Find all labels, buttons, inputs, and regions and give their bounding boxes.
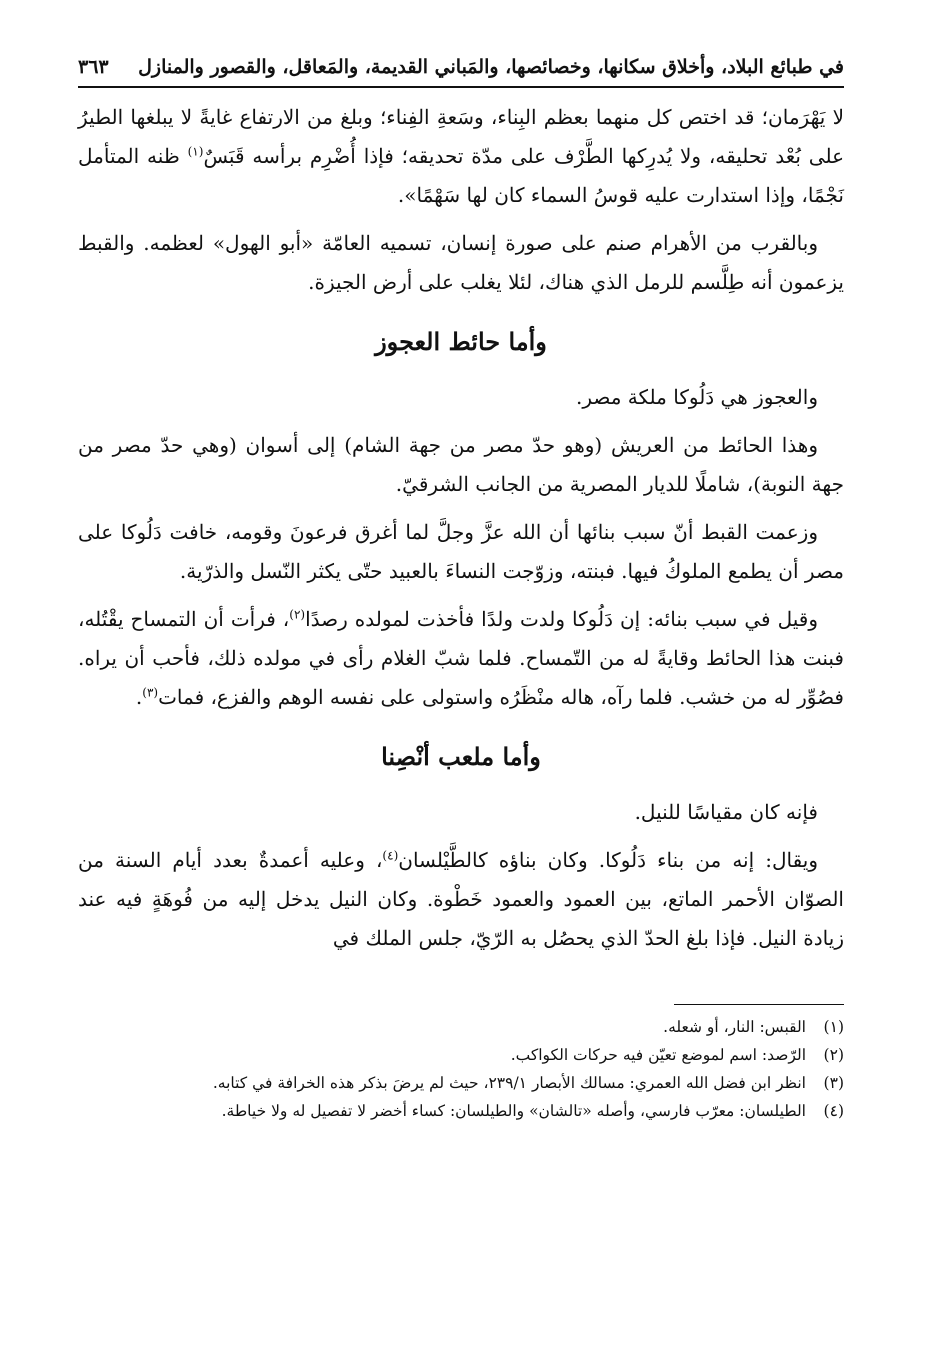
footnotes	[78, 1013, 844, 1125]
paragraph-text: لا يَهْرَمان؛ قد اختص كل منهما بعظم البِناء، وسَعةِ الفِناء؛ وبلغ من الارتفاع غايةً لا يبلغها الطيرُ على بُعْد تحليقه، ولا يُدرِكها الطَّرْف على مدّة تحديقه؛ فإذا أُضْرِم برأسه قَبَسٌ	[78, 105, 845, 168]
footnote-item	[78, 1013, 844, 1041]
paragraph-wall-reason: وزعمت القبط أنّ سبب بنائها أن الله عزَّ وجلَّ لما أغرق فرعونَ وقومه، خافت دَلُوكا على مصر أن يطمع الملوكُ فيها. فبنته، وزوّجت النساءَ بالعبيد حتّى يكثر النّسل والذرّية.	[78, 520, 844, 583]
paragraph-wall-story	[78, 600, 844, 717]
running-head	[78, 56, 844, 88]
paragraph-daluka: والعجوز هي دَلُوكا ملكة مصر.	[575, 385, 818, 409]
footnote-number: (٣)	[823, 1074, 844, 1092]
paragraph-text: وقيل في سبب بنائه: إن دَلُوكا ولدت ولدًا فأخذت لمولده رصدًا	[305, 607, 818, 631]
paragraph-text: ، فرأت أن التمساح يقْتُله، فبنت هذا الحائط وقايةً له من التّمساح. فلما شبّ الغلام رأى في مولده ذلك، فأحب أن يراه. فصُوِّر له من خشب. فلما رآه، هاله منْظَرُه واستولى على نفسه الوهم والفزع، فمات	[78, 607, 844, 709]
footnote-ref-2: (٢)	[289, 607, 306, 622]
book-page	[78, 56, 844, 1336]
section-heading-ansina: وأما ملعب أنْصِنا	[381, 742, 541, 771]
paragraph-text: ويقال: إنه من بناء دَلُوكا. وكان بناؤه كالطَّيْلسان	[398, 848, 818, 872]
footnote-ref-3: (٣)	[142, 685, 159, 700]
footnote-separator	[674, 1004, 844, 1005]
paragraph-text-tail: ظنه المتأمل نَجْمًا، وإذا استدارت عليه قوسُ السماء كان لها سَهْمًا».	[78, 144, 844, 207]
footnote-ref-1: (١)	[187, 144, 204, 159]
paragraph-text: .	[135, 685, 143, 709]
paragraph-pyramids	[78, 98, 844, 215]
footnote-text: القبس: النار، أو شعله.	[663, 1018, 806, 1036]
footnote-ref-4: (٤)	[382, 848, 399, 863]
footnote-number: (٤)	[823, 1102, 844, 1120]
footnote-number: (٢)	[823, 1046, 844, 1064]
section-heading-old-woman-wall: وأما حائط العجوز	[375, 327, 547, 356]
body-text	[78, 98, 844, 958]
page-number: ٣٦٣	[78, 56, 109, 78]
footnote-item	[78, 1069, 844, 1097]
paragraph-text: ، وعليه أعمدةٌ بعدد أيام السنة من الصوّان الأحمر الماتع، بين العمود والعمود خَطْوة. وكان النيل يدخل إليه من فُوهَةٍ فيه عند زيادة النيل. فإذا بلغ الحدّ الذي يحصُل به الرّيّ، جلس الملك في	[78, 848, 844, 950]
running-head-title: في طبائع البلاد، وأخلاق سكانها، وخصائصها، والمَباني القديمة، والمَعاقل، والقصور والمنازل	[138, 56, 844, 78]
paragraph-sphinx: وبالقرب من الأهرام صنم على صورة إنسان، تسميه العامّة «أبو الهول» لعظمه. والقبط يزعمون أنه طِلَّسم للرمل الذي هناك، لئلا يغلب على أرض الجيزة.	[78, 231, 844, 294]
footnote-text: الرّصد: اسم لموضع تعيّن فيه حركات الكواكب.	[510, 1046, 806, 1064]
paragraph-wall-extent: وهذا الحائط من العريش (وهو حدّ مصر من جهة الشام) إلى أسوان (وهي حدّ مصر من جهة النوبة)، شاملًا للديار المصرية من الجانب الشرقيّ.	[78, 433, 844, 496]
footnote-item	[78, 1041, 844, 1069]
footnote-item	[78, 1097, 844, 1125]
paragraph-nilometer: فإنه كان مقياسًا للنيل.	[634, 800, 818, 824]
footnote-number: (١)	[823, 1018, 844, 1036]
footnote-text: الطيلسان: معرّب فارسي، وأصله «تالشان» والطيلسان: كساء أخضر لا تفصيل له ولا خياطة.	[221, 1102, 806, 1120]
paragraph-ansina-building	[78, 841, 844, 958]
footnote-text: انظر ابن فضل الله العمري: مسالك الأبصار ٢٣٩/١، حيث لم يرضَ بذكر هذه الخرافة في كتابه.	[212, 1074, 806, 1092]
